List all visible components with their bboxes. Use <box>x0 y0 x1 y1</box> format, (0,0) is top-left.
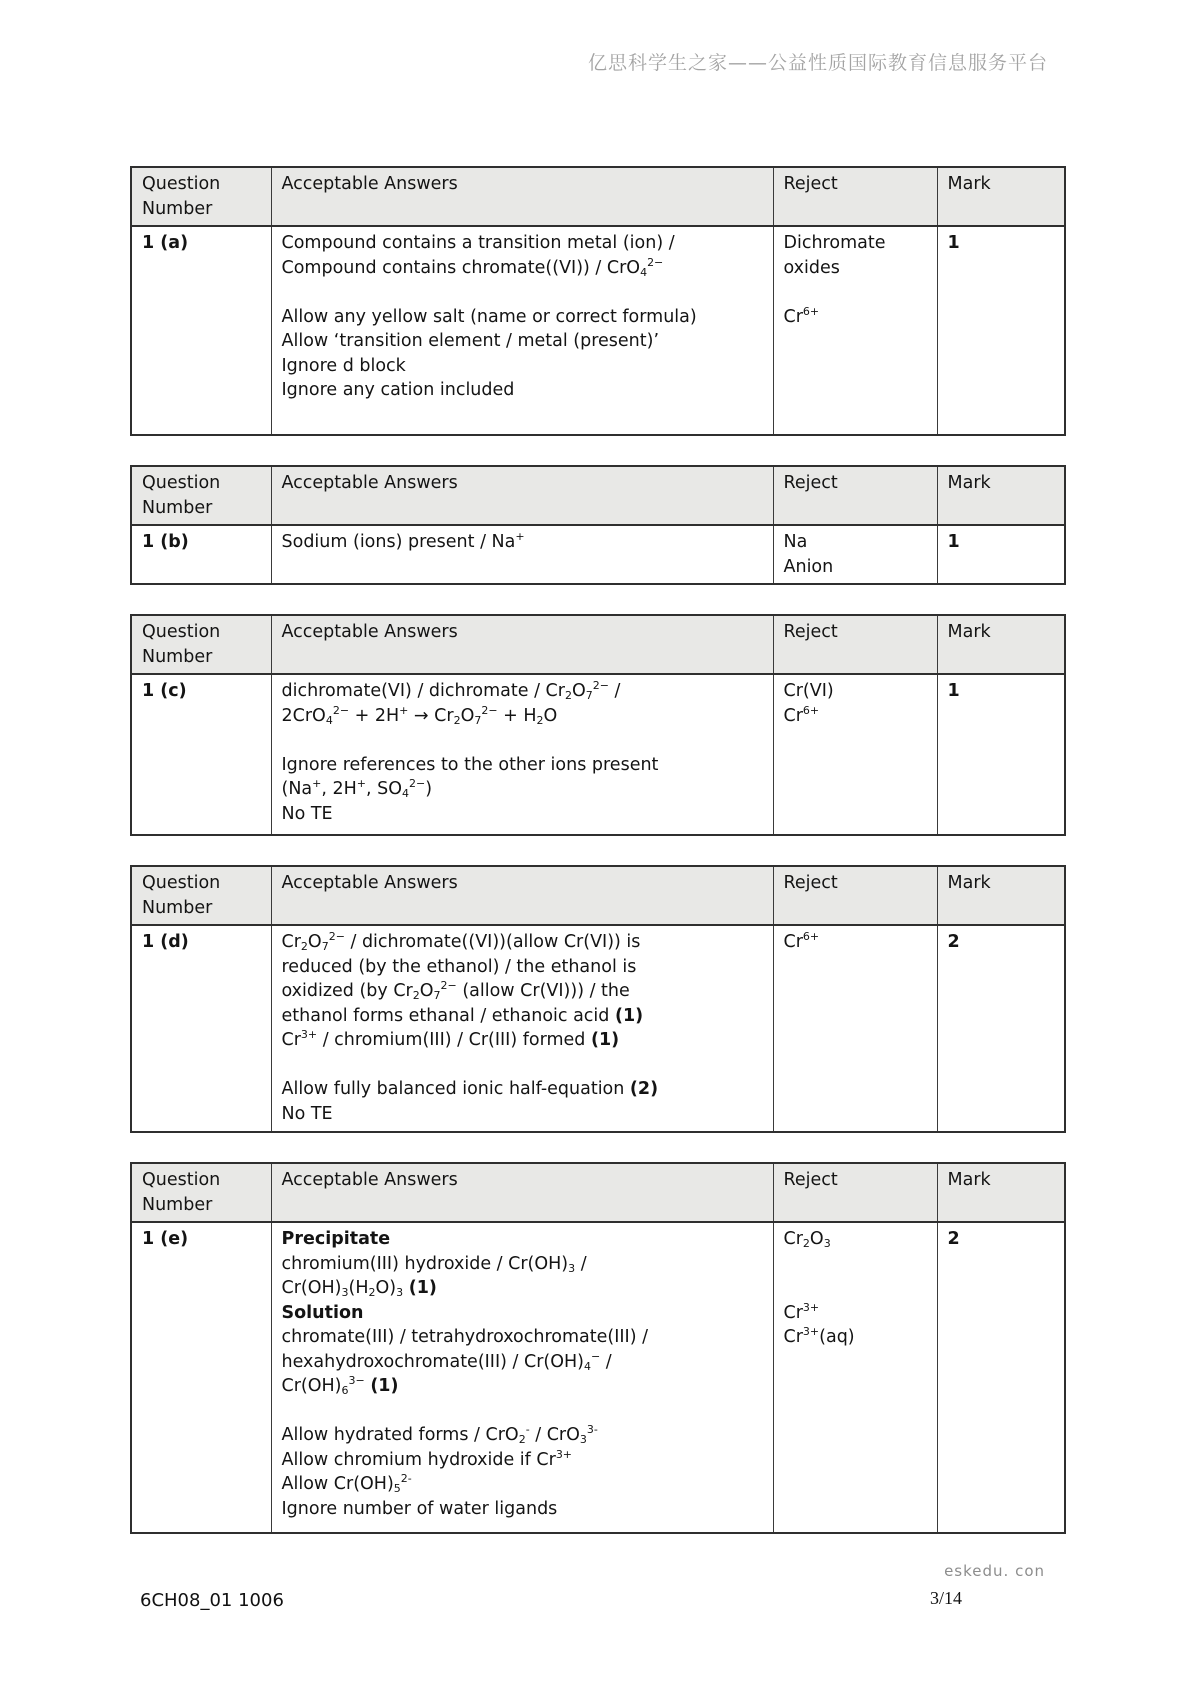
acceptable-answers-cell <box>271 226 773 435</box>
question-number-cell: 1 (b) <box>131 525 271 584</box>
text-line <box>282 1053 767 1078</box>
mark-cell: 2 <box>937 1222 1065 1533</box>
column-header-mark: Mark <box>937 1163 1065 1222</box>
text-line <box>784 1276 931 1301</box>
reject-cell <box>773 674 937 835</box>
text-line: Ignore any cation included <box>281 380 515 400</box>
text-line: Ignore number of water ligands <box>281 1498 558 1519</box>
text-line: Ignore d block <box>281 355 406 376</box>
answer-row <box>131 674 1065 835</box>
text-line: $Cr^{6+}$ <box>783 304 820 327</box>
header-row <box>131 466 1065 525</box>
reject-cell <box>773 525 937 584</box>
text-line <box>282 1399 767 1424</box>
text-line <box>784 1252 931 1277</box>
text-line: reduced (by the ethanol) / the ethanol is <box>281 956 637 977</box>
column-header-mark: Mark <box>937 167 1065 226</box>
text-line: $Cr^{3+}(aq)$ <box>783 1325 855 1347</box>
text-line <box>282 280 767 305</box>
text-line <box>784 280 931 305</box>
question-number-cell: 1 (e) <box>131 1222 271 1533</box>
markscheme-tables <box>130 166 1064 1563</box>
mark-cell: 1 <box>937 674 1065 835</box>
text-line <box>282 728 767 753</box>
answer-row <box>131 226 1065 435</box>
reject-cell <box>773 1222 937 1533</box>
page-watermark: 亿思科学生之家——公益性质国际教育信息服务平台 <box>587 52 1048 74</box>
text-line: $2CrO_4^{2-} + 2H^+ \to Cr_2O_7^{2-} + H_2O$ <box>281 703 558 727</box>
text-line: Compound contains a transition metal (ion) / <box>281 233 675 253</box>
header-row <box>131 1163 1065 1222</box>
mark-cell: 1 <box>937 525 1065 584</box>
text-line: No TE <box>281 803 333 824</box>
reject-cell <box>773 925 937 1132</box>
column-header-acceptable-answers: Acceptable Answers <box>271 1163 773 1222</box>
text-line: Anion <box>783 556 834 577</box>
acceptable-answers-cell <box>271 674 773 835</box>
column-header-acceptable-answers: Acceptable Answers <box>271 466 773 525</box>
text-line: (Na+, 2H+, $SO_4^{2-}$) <box>281 777 433 800</box>
column-header-acceptable-answers: Acceptable Answers <box>271 615 773 674</box>
text-line: Ignore references to the other ions present <box>281 754 659 775</box>
answer-row <box>131 925 1065 1132</box>
question-number-cell: 1 (a) <box>131 226 271 435</box>
text-line: Allow fully balanced ionic half-equation (2) <box>281 1079 659 1099</box>
text-line: $Cr(OH)_6^{3-}$ (1) <box>281 1374 399 1397</box>
column-header-question-number: Question Number <box>131 1163 271 1222</box>
text-line: Allow hydrated forms / CrO$_2$- / CrO$_3^{3-}$ <box>281 1423 598 1446</box>
text-line: oxidized (by $Cr_2O_7^{2-}$ (allow Cr(VI))) / the <box>281 979 630 1002</box>
text-line: Allow any yellow salt (name or correct formula) <box>281 306 697 327</box>
text-line: $Cr_2O_3$ <box>783 1229 831 1250</box>
text-line: Na <box>783 532 808 552</box>
text-line: No TE <box>281 1103 333 1124</box>
markscheme-table <box>130 1162 1066 1534</box>
column-header-question-number: Question Number <box>131 866 271 925</box>
header-row <box>131 167 1065 226</box>
text-line: hexahydroxochromate(III) / $Cr(OH)_4^-$ / <box>281 1349 612 1373</box>
answer-row <box>131 1222 1065 1533</box>
column-header-reject: Reject <box>773 1163 937 1222</box>
reject-cell <box>773 226 937 435</box>
column-header-mark: Mark <box>937 866 1065 925</box>
answer-row <box>131 525 1065 584</box>
text-line: chromium(III) hydroxide / $Cr(OH)_3$ / <box>281 1253 587 1275</box>
text-line: $Cr^{6+}$ <box>783 930 820 952</box>
column-header-question-number: Question Number <box>131 466 271 525</box>
question-number-cell: 1 (c) <box>131 674 271 835</box>
text-line: chromate(III) / tetrahydroxochromate(III) / <box>281 1327 648 1347</box>
text-line: dichromate(VI) / dichromate / $Cr_2O_7^{2-}$ / <box>281 679 621 702</box>
text-line: Compound contains chromate((VI)) / CrO$_4^{2-}$ <box>281 255 664 279</box>
column-header-acceptable-answers: Acceptable Answers <box>271 167 773 226</box>
acceptable-answers-cell <box>271 525 773 584</box>
column-header-reject: Reject <box>773 615 937 674</box>
header-row <box>131 615 1065 674</box>
markscheme-table <box>130 614 1066 836</box>
column-header-acceptable-answers: Acceptable Answers <box>271 866 773 925</box>
header-row <box>131 866 1065 925</box>
text-line: Allow ‘transition element / metal (present)’ <box>281 331 660 351</box>
text-line: Precipitate <box>281 1229 391 1249</box>
column-header-mark: Mark <box>937 615 1065 674</box>
text-line: Dichromate <box>783 233 886 253</box>
text-line: oxides <box>783 257 840 278</box>
markscheme-table <box>130 166 1066 436</box>
text-line: $Cr^{6+}$ <box>783 703 820 726</box>
footer-page-number: 3/14 <box>930 1588 963 1608</box>
mark-cell: 2 <box>937 925 1065 1132</box>
markscheme-table <box>130 465 1066 585</box>
text-line: $Cr_2O_7^{2-}$ / dichromate((VI))(allow Cr(VI)) is <box>281 930 641 953</box>
column-header-reject: Reject <box>773 466 937 525</box>
text-line: ethanol forms ethanal / ethanoic acid (1) <box>281 1005 644 1026</box>
text-line: Allow $Cr(OH)_5^{2-}$ <box>281 1472 412 1495</box>
text-line: Allow chromium hydroxide if $Cr^{3+}$ <box>281 1447 573 1470</box>
markscheme-table <box>130 865 1066 1133</box>
text-line: Cr(VI) <box>783 681 834 701</box>
column-header-mark: Mark <box>937 466 1065 525</box>
footer-site-watermark: eskedu. con <box>944 1562 1045 1580</box>
column-header-question-number: Question Number <box>131 615 271 674</box>
column-header-question-number: Question Number <box>131 167 271 226</box>
question-number-cell: 1 (d) <box>131 925 271 1132</box>
column-header-reject: Reject <box>773 866 937 925</box>
mark-cell: 1 <box>937 226 1065 435</box>
text-line: Sodium (ions) present / Na+ <box>281 530 525 552</box>
text-line: $Cr(OH)_3(H_2O)_3$ (1) <box>281 1278 437 1299</box>
acceptable-answers-cell <box>271 1222 773 1533</box>
acceptable-answers-cell <box>271 925 773 1132</box>
text-line: Solution <box>281 1302 364 1323</box>
text-line: $Cr^{3+}$ / chromium(III) / Cr(III) formed (1) <box>281 1028 620 1050</box>
footer-paper-code: 6CH08_01 1006 <box>140 1590 284 1611</box>
column-header-reject: Reject <box>773 167 937 226</box>
text-line: $Cr^{3+}$ <box>783 1300 820 1323</box>
